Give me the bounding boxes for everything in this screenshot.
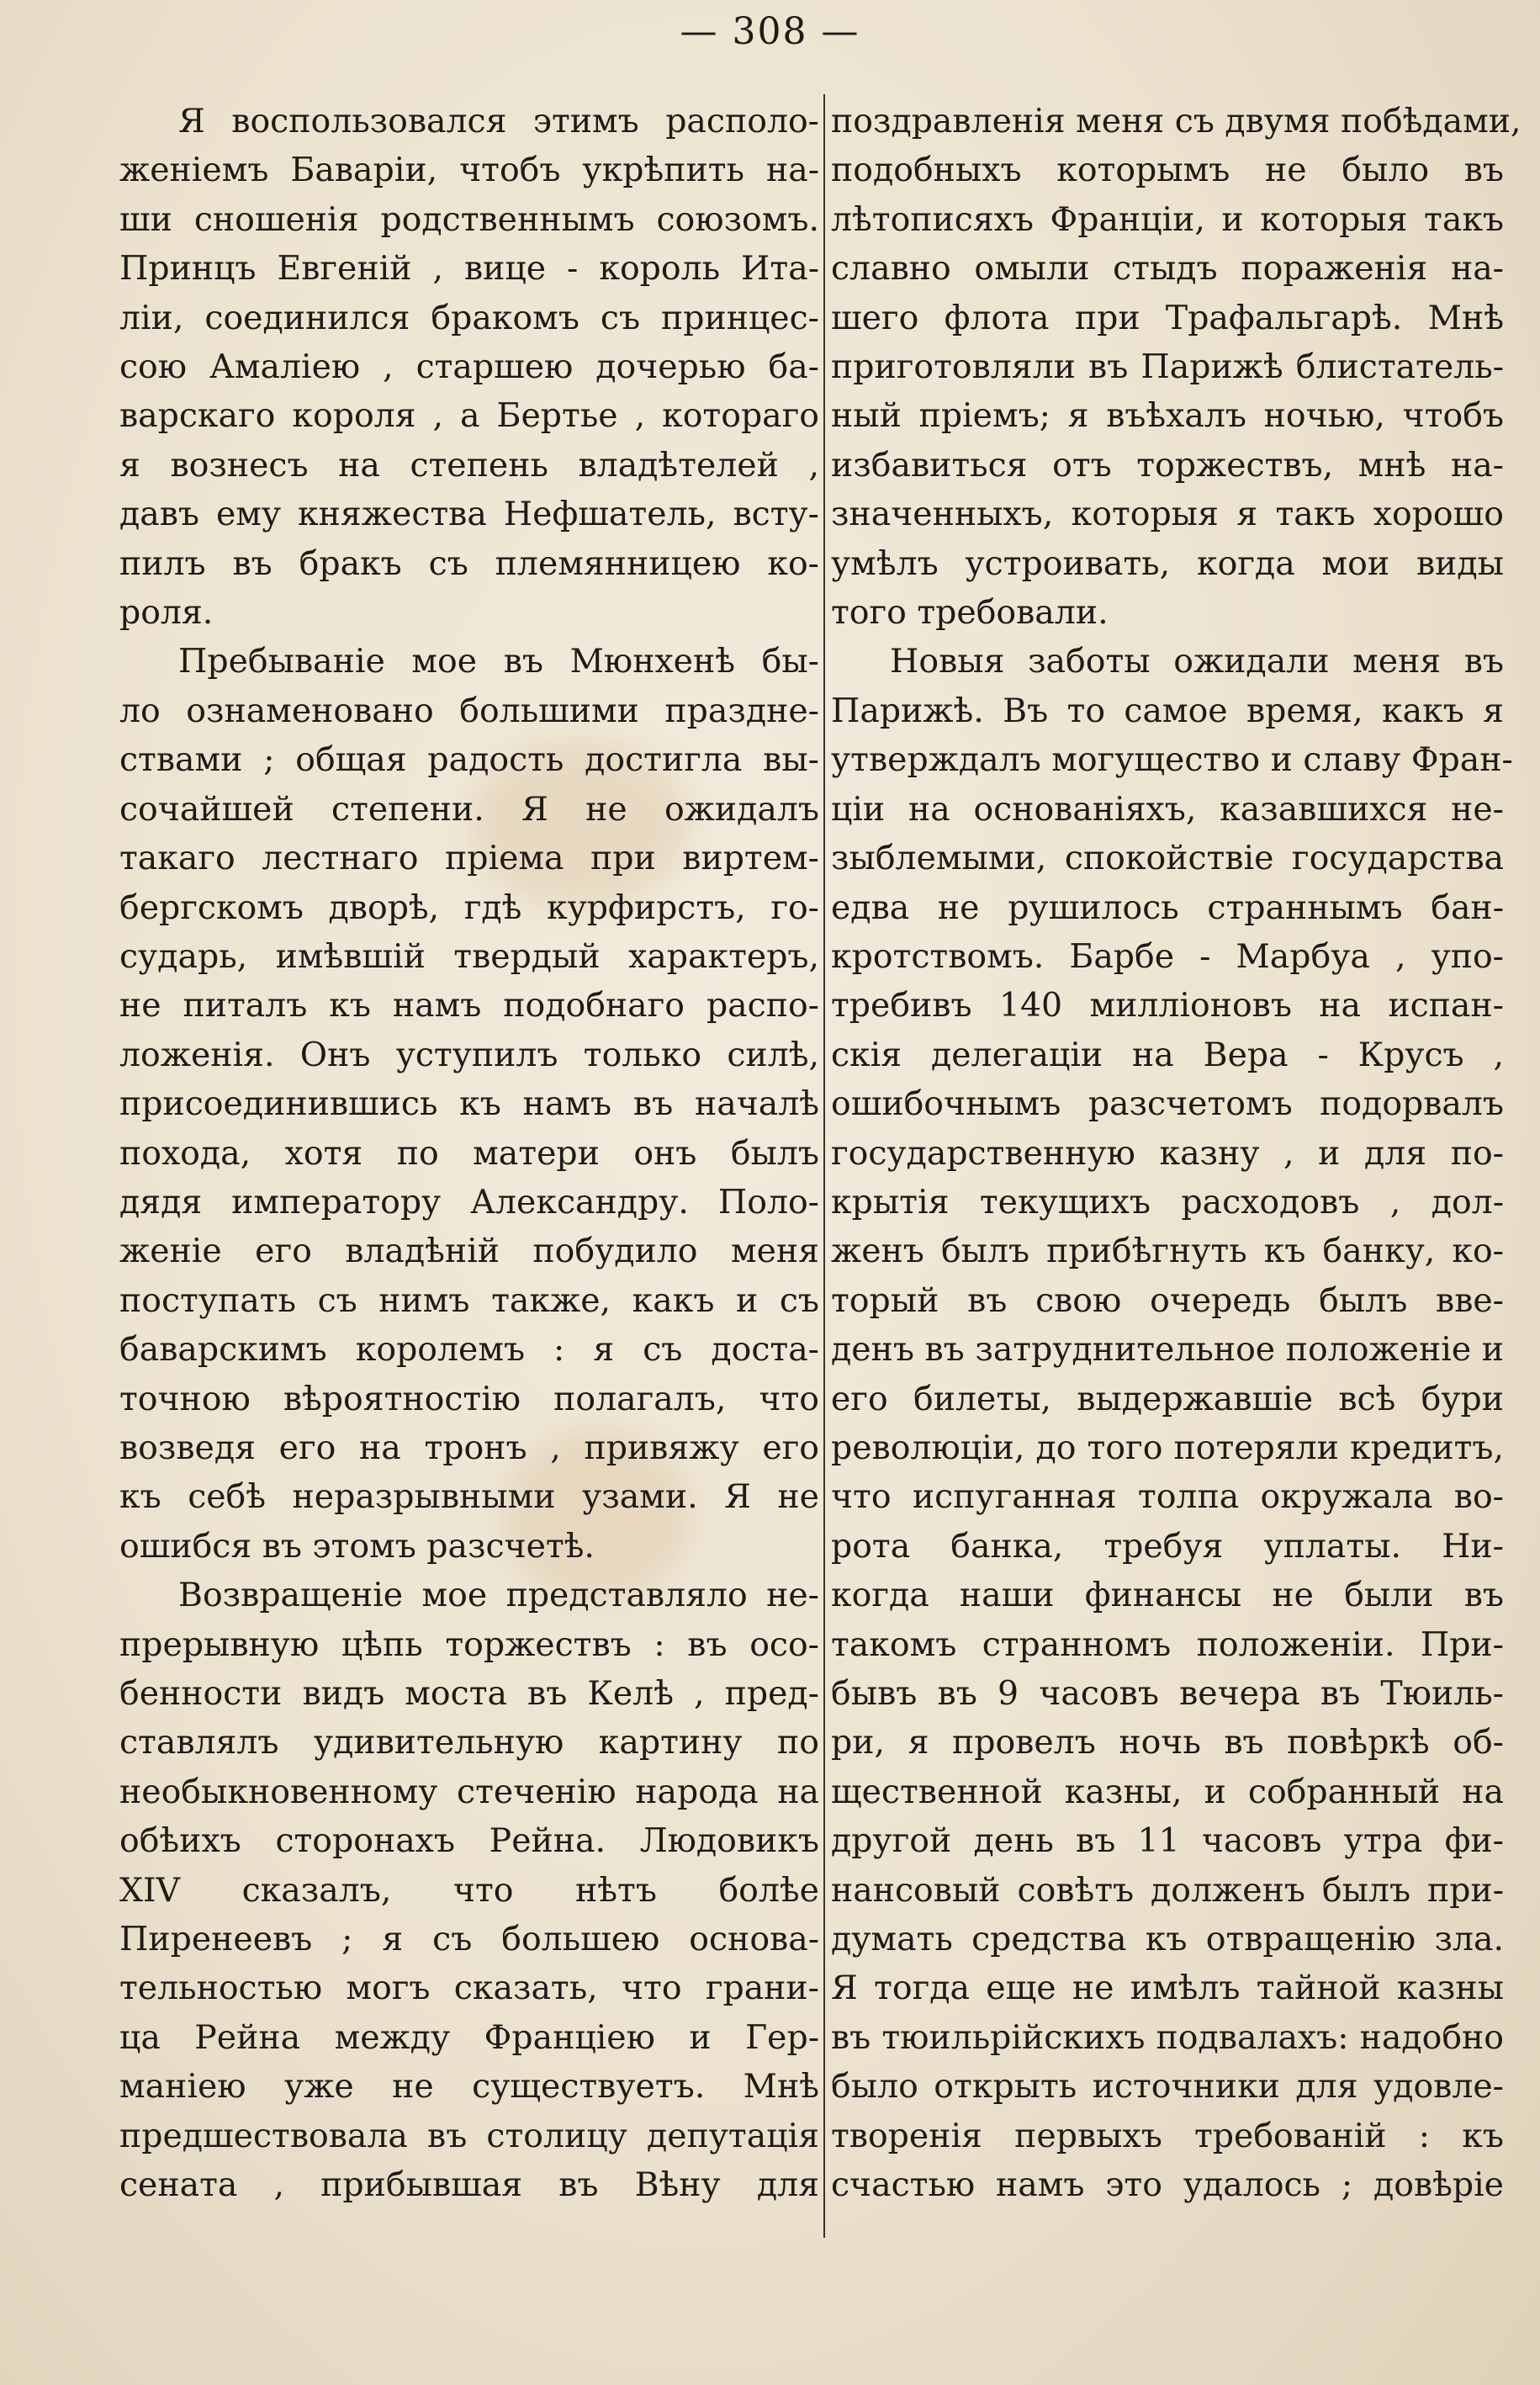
text-line: бывъ въ 9 часовъ вечера въ Тюиль- bbox=[831, 1674, 1504, 1713]
text-line: похода, хотя по матери онъ былъ bbox=[119, 1133, 819, 1173]
text-line: XIV сказалъ, что нѣтъ болѣе bbox=[119, 1870, 819, 1910]
text-line: роля. bbox=[119, 593, 214, 633]
text-line: избавиться отъ торжествъ, мнѣ на- bbox=[831, 445, 1504, 485]
text-line: его билеты, выдержавшіе всѣ бури bbox=[831, 1379, 1504, 1418]
text-line: того требовали. bbox=[831, 593, 1109, 633]
text-line: женъ былъ прибѣгнуть къ банку, ко- bbox=[831, 1232, 1504, 1271]
text-line: къ себѣ неразрывными узами. Я не bbox=[119, 1477, 819, 1517]
text-line: что испуганная толпа окружала во- bbox=[831, 1477, 1504, 1517]
text-line: я вознесъ на степень владѣтелей , bbox=[119, 445, 819, 485]
text-line: тельностью могъ сказать, что грани- bbox=[119, 1969, 819, 2008]
text-line: шего флота при Трафальгарѣ. Мнѣ bbox=[831, 298, 1504, 337]
text-line: утверждалъ могущество и славу Фран- bbox=[831, 740, 1513, 780]
text-line: ло ознаменовано большими праздне- bbox=[119, 691, 819, 730]
text-line: точною вѣроятностію полагалъ, что bbox=[119, 1379, 819, 1418]
text-line: ца Рейна между Франціею и Гер- bbox=[119, 2017, 819, 2057]
text-line: сою Амаліею , старшею дочерью ба- bbox=[119, 347, 819, 387]
text-line: когда наши финансы не были въ bbox=[831, 1576, 1504, 1615]
text-line: бенности видъ моста въ Келѣ , пред- bbox=[119, 1674, 819, 1713]
text-line: пилъ въ бракъ съ племянницею ко- bbox=[119, 543, 819, 583]
text-line: рота банка, требуя уплаты. Ни- bbox=[831, 1526, 1504, 1566]
text-line: Возвращеніе мое представляло не- bbox=[178, 1576, 819, 1615]
text-line: прерывную цѣпь торжествъ : въ осо- bbox=[119, 1624, 819, 1664]
text-line: требивъ 140 милліоновъ на испан- bbox=[831, 986, 1504, 1026]
text-line: ціи на основаніяхъ, казавшихся не- bbox=[831, 789, 1504, 829]
text-line: славно омыли стыдъ пораженія на- bbox=[831, 249, 1504, 289]
text-line: было открыть источники для удовле- bbox=[831, 2067, 1504, 2107]
text-line: обѣихъ сторонахъ Рейна. Людовикъ bbox=[119, 1821, 819, 1861]
text-line: ліи, соединился бракомъ съ принцес- bbox=[119, 298, 819, 337]
text-line: дядя императору Александру. Поло- bbox=[119, 1182, 819, 1222]
text-line: маніею уже не существуетъ. Мнѣ bbox=[119, 2067, 819, 2107]
text-line: не питалъ къ намъ подобнаго распо- bbox=[119, 986, 819, 1026]
text-column-left bbox=[119, 97, 819, 2209]
text-line: нансовый совѣтъ долженъ былъ при- bbox=[831, 1870, 1504, 1910]
text-line: творенія первыхъ требованій : къ bbox=[831, 2116, 1504, 2155]
text-line: поступать съ нимъ также, какъ и съ bbox=[119, 1280, 819, 1320]
text-line: поздравленія меня съ двумя побѣдами, bbox=[831, 102, 1521, 140]
text-line: приготовляли въ Парижѣ блистатель- bbox=[831, 347, 1504, 387]
text-line: ставлялъ удивительную картину по bbox=[119, 1723, 819, 1762]
text-line: зыблемыми, спокойствіе государства bbox=[831, 839, 1504, 878]
text-line: кротствомъ. Барбе - Марбуа , упо- bbox=[831, 936, 1504, 976]
text-line: возведя его на тронъ , привяжу его bbox=[119, 1428, 819, 1467]
text-line: счастью намъ это удалось ; довѣріе bbox=[831, 2165, 1504, 2205]
text-line: денъ въ затруднительное положеніе и bbox=[831, 1330, 1504, 1370]
text-line: торый въ свою очередь былъ вве- bbox=[831, 1280, 1504, 1320]
text-line: думать средства къ отвращенію зла. bbox=[831, 1920, 1504, 1959]
text-line: ложенія. Онъ уступилъ только силѣ, bbox=[119, 1035, 819, 1074]
text-line: такаго лестнаго пріема при виртем- bbox=[119, 839, 819, 878]
text-line: ствами ; общая радость достигла вы- bbox=[119, 740, 819, 780]
text-line: сударь, имѣвшій твердый характеръ, bbox=[119, 936, 819, 976]
text-line: Новыя заботы ожидали меня въ bbox=[890, 642, 1504, 681]
text-line: сочайшей степени. Я не ожидалъ bbox=[119, 789, 819, 829]
text-line: женіемъ Баваріи, чтобъ укрѣпить на- bbox=[119, 151, 819, 190]
text-line: Я воспользовался этимъ располо- bbox=[178, 102, 819, 140]
text-line: скія делегаціи на Вера - Крусъ , bbox=[831, 1035, 1504, 1074]
page-number: — 308 — bbox=[680, 10, 860, 53]
text-line: другой день въ 11 часовъ утра фи- bbox=[831, 1821, 1504, 1861]
text-line: едва не рушилось страннымъ бан- bbox=[831, 888, 1504, 927]
text-column-right bbox=[831, 97, 1521, 2209]
text-line: Принцъ Евгеній , вице - король Ита- bbox=[119, 249, 819, 289]
text-line: варскаго короля , а Бертье , котораго bbox=[119, 396, 819, 436]
text-line: крытія текущихъ расходовъ , дол- bbox=[831, 1182, 1504, 1222]
text-line: баварскимъ королемъ : я съ доста- bbox=[119, 1330, 819, 1370]
text-line: присоединившись къ намъ въ началѣ bbox=[119, 1084, 819, 1124]
text-line: сената , прибывшая въ Вѣну для bbox=[119, 2165, 819, 2205]
column-divider bbox=[823, 94, 825, 2238]
text-line: предшествовала въ столицу депутація bbox=[119, 2116, 819, 2155]
text-line: необыкновенному стеченію народа на bbox=[119, 1772, 819, 1811]
text-line: значенныхъ, которыя я такъ хорошо bbox=[831, 495, 1504, 534]
text-line: подобныхъ которымъ не было въ bbox=[831, 151, 1504, 190]
text-line: ошибочнымъ разсчетомъ подорвалъ bbox=[831, 1084, 1504, 1124]
text-line: революціи, до того потеряли кредитъ, bbox=[831, 1428, 1504, 1467]
text-line: щественной казны, и собранный на bbox=[831, 1772, 1504, 1811]
text-line: умѣлъ устроивать, когда мои виды bbox=[831, 543, 1504, 583]
text-line: ный пріемъ; я въѣхалъ ночью, чтобъ bbox=[831, 396, 1504, 436]
text-line: ошибся въ этомъ разсчетѣ. bbox=[119, 1526, 595, 1566]
text-line: женіе его владѣній побудило меня bbox=[119, 1232, 819, 1271]
text-line: ри, я провелъ ночь въ повѣркѣ об- bbox=[831, 1723, 1504, 1762]
text-line: Пребываніе мое въ Мюнхенѣ бы- bbox=[178, 642, 819, 681]
text-line: государственную казну , и для по- bbox=[831, 1133, 1504, 1173]
text-line: Я тогда еще не имѣлъ тайной казны bbox=[831, 1969, 1504, 2008]
text-line: Пиренеевъ ; я съ большею основа- bbox=[119, 1920, 819, 1959]
text-line: бергскомъ дворѣ, гдѣ курфирстъ, го- bbox=[119, 888, 819, 927]
text-line: ши сношенія родственнымъ союзомъ. bbox=[119, 199, 819, 239]
text-line: давъ ему княжества Нефшатель, всту- bbox=[119, 495, 819, 534]
text-line: въ тюильрійскихъ подвалахъ: надобно bbox=[831, 2017, 1504, 2057]
text-line: лѣтописяхъ Франціи, и которыя такъ bbox=[831, 199, 1504, 239]
text-line: Парижѣ. Въ то самое время, какъ я bbox=[831, 691, 1504, 730]
text-line: такомъ странномъ положеніи. При- bbox=[831, 1624, 1504, 1664]
